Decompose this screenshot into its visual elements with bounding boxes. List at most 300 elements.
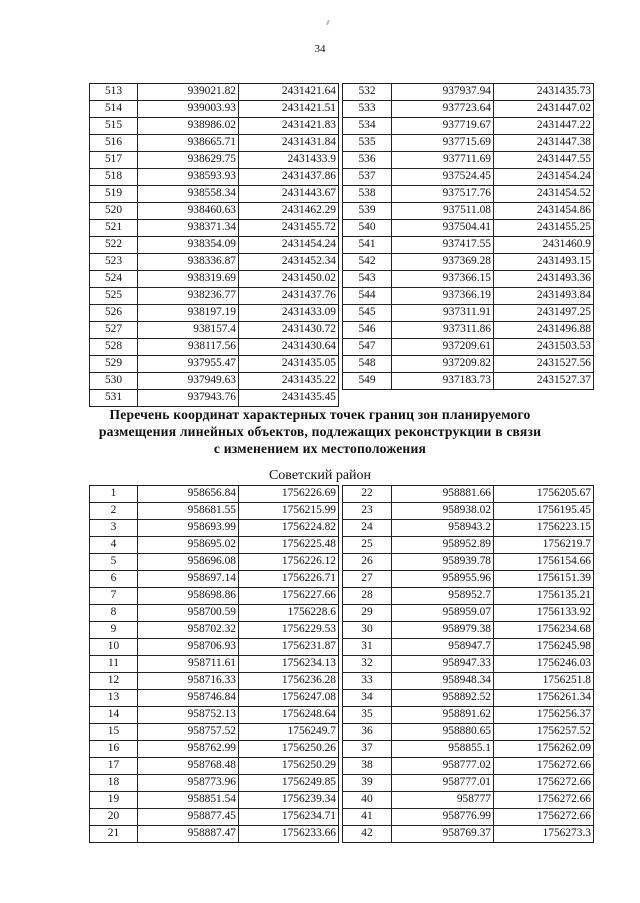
- table-row: [90, 520, 339, 537]
- y-coordinate-cell: 2431454.24: [494, 169, 594, 186]
- x-coordinate-cell: 937366.15: [392, 271, 494, 288]
- table-row: [343, 520, 594, 537]
- x-coordinate-cell: 938371.34: [138, 220, 239, 237]
- table-row: [90, 707, 339, 724]
- table-row: [343, 373, 594, 390]
- point-number-cell: 537: [343, 169, 392, 186]
- point-number-cell: 522: [90, 237, 138, 254]
- point-number-cell: 2: [90, 503, 138, 520]
- x-coordinate-cell: 958752.13: [138, 707, 239, 724]
- y-coordinate-cell: 2431431.84: [239, 135, 339, 152]
- point-number-cell: 14: [90, 707, 138, 724]
- y-coordinate-cell: 1756250.26: [239, 741, 339, 758]
- table-row: [90, 826, 339, 843]
- table-row: [90, 169, 339, 186]
- y-coordinate-cell: 1756261.34: [494, 690, 594, 707]
- table-row: [90, 356, 339, 373]
- point-number-cell: 529: [90, 356, 138, 373]
- table-row: [90, 84, 339, 101]
- point-number-cell: 549: [343, 373, 392, 390]
- point-number-cell: 11: [90, 656, 138, 673]
- y-coordinate-cell: 2431447.02: [494, 101, 594, 118]
- y-coordinate-cell: 1756248.64: [239, 707, 339, 724]
- table-row: [90, 186, 339, 203]
- y-coordinate-cell: 2431447.22: [494, 118, 594, 135]
- y-coordinate-cell: 1756250.29: [239, 758, 339, 775]
- y-coordinate-cell: 2431430.72: [239, 322, 339, 339]
- table-row: [90, 605, 339, 622]
- table-row: [343, 690, 594, 707]
- x-coordinate-cell: 937504.41: [392, 220, 494, 237]
- table-row: [343, 758, 594, 775]
- point-number-cell: 532: [343, 84, 392, 101]
- table-row: [90, 486, 339, 503]
- table-row: [90, 305, 339, 322]
- point-number-cell: 513: [90, 84, 138, 101]
- y-coordinate-cell: 2431455.25: [494, 220, 594, 237]
- point-number-cell: 19: [90, 792, 138, 809]
- point-number-cell: 29: [343, 605, 392, 622]
- y-coordinate-cell: 2431493.84: [494, 288, 594, 305]
- y-coordinate-cell: 1756154.66: [494, 554, 594, 571]
- table-row: [90, 639, 339, 656]
- point-number-cell: 519: [90, 186, 138, 203]
- point-number-cell: 22: [343, 486, 392, 503]
- point-number-cell: 37: [343, 741, 392, 758]
- point-number-cell: 1: [90, 486, 138, 503]
- point-number-cell: 31: [343, 639, 392, 656]
- table-row: [90, 220, 339, 237]
- y-coordinate-cell: 1756225.48: [239, 537, 339, 554]
- y-coordinate-cell: 1756231.87: [239, 639, 339, 656]
- heading-line: с изменением их местоположения: [213, 441, 427, 456]
- x-coordinate-cell: 958695.02: [138, 537, 239, 554]
- point-number-cell: 523: [90, 254, 138, 271]
- x-coordinate-cell: 958892.52: [392, 690, 494, 707]
- x-coordinate-cell: 958777.01: [392, 775, 494, 792]
- x-coordinate-cell: 938460.63: [138, 203, 239, 220]
- y-coordinate-cell: 1756223.15: [494, 520, 594, 537]
- y-coordinate-cell: 1756205.67: [494, 486, 594, 503]
- table-row: [90, 537, 339, 554]
- table-row: [90, 809, 339, 826]
- y-coordinate-cell: 2431450.02: [239, 271, 339, 288]
- y-coordinate-cell: 1756236.28: [239, 673, 339, 690]
- x-coordinate-cell: 958948.34: [392, 673, 494, 690]
- y-coordinate-cell: 1756226.12: [239, 554, 339, 571]
- table-row: [90, 237, 339, 254]
- point-number-cell: 32: [343, 656, 392, 673]
- table-row: [343, 571, 594, 588]
- table-row: [343, 203, 594, 220]
- y-coordinate-cell: 1756219.7: [494, 537, 594, 554]
- point-number-cell: 531: [90, 390, 138, 407]
- y-coordinate-cell: 2431452.34: [239, 254, 339, 271]
- table-row: [343, 237, 594, 254]
- x-coordinate-cell: 937209.82: [392, 356, 494, 373]
- y-coordinate-cell: 1756272.66: [494, 758, 594, 775]
- x-coordinate-cell: 937366.19: [392, 288, 494, 305]
- point-number-cell: 38: [343, 758, 392, 775]
- point-number-cell: 3: [90, 520, 138, 537]
- x-coordinate-cell: 958952.89: [392, 537, 494, 554]
- section-heading: [60, 406, 580, 457]
- x-coordinate-cell: 958959.07: [392, 605, 494, 622]
- table-row: [90, 571, 339, 588]
- point-number-cell: 8: [90, 605, 138, 622]
- x-coordinate-cell: 958693.99: [138, 520, 239, 537]
- point-number-cell: 545: [343, 305, 392, 322]
- x-coordinate-cell: 958887.47: [138, 826, 239, 843]
- point-number-cell: 515: [90, 118, 138, 135]
- y-coordinate-cell: 2431462.29: [239, 203, 339, 220]
- x-coordinate-cell: 958698.86: [138, 588, 239, 605]
- y-coordinate-cell: 2431435.22: [239, 373, 339, 390]
- table-row: [90, 673, 339, 690]
- x-coordinate-cell: 937711.69: [392, 152, 494, 169]
- x-coordinate-cell: 937723.64: [392, 101, 494, 118]
- y-coordinate-cell: 1756133.92: [494, 605, 594, 622]
- point-number-cell: 527: [90, 322, 138, 339]
- x-coordinate-cell: 958776.99: [392, 809, 494, 826]
- point-number-cell: 25: [343, 537, 392, 554]
- x-coordinate-cell: 958947.33: [392, 656, 494, 673]
- y-coordinate-cell: 2431527.37: [494, 373, 594, 390]
- x-coordinate-cell: 938558.34: [138, 186, 239, 203]
- x-coordinate-cell: 958881.66: [392, 486, 494, 503]
- y-coordinate-cell: 2431447.55: [494, 152, 594, 169]
- table-row: [343, 254, 594, 271]
- point-number-cell: 516: [90, 135, 138, 152]
- table-row: [343, 707, 594, 724]
- point-number-cell: 40: [343, 792, 392, 809]
- x-coordinate-cell: 938629.75: [138, 152, 239, 169]
- point-number-cell: 36: [343, 724, 392, 741]
- y-coordinate-cell: 2431455.72: [239, 220, 339, 237]
- table-row: [90, 271, 339, 288]
- y-coordinate-cell: 1756272.66: [494, 809, 594, 826]
- y-coordinate-cell: 1756215.99: [239, 503, 339, 520]
- x-coordinate-cell: 958769.37: [392, 826, 494, 843]
- point-number-cell: 541: [343, 237, 392, 254]
- table-row: [343, 826, 594, 843]
- table-row: [90, 792, 339, 809]
- x-coordinate-cell: 958702.32: [138, 622, 239, 639]
- point-number-cell: 16: [90, 741, 138, 758]
- point-number-cell: 520: [90, 203, 138, 220]
- x-coordinate-cell: 958947.7: [392, 639, 494, 656]
- x-coordinate-cell: 937517.76: [392, 186, 494, 203]
- y-coordinate-cell: 1756234.13: [239, 656, 339, 673]
- x-coordinate-cell: 958939.78: [392, 554, 494, 571]
- y-coordinate-cell: 2431493.15: [494, 254, 594, 271]
- point-number-cell: 5: [90, 554, 138, 571]
- table-row: [343, 305, 594, 322]
- table-row: [343, 271, 594, 288]
- y-coordinate-cell: 1756249.7: [239, 724, 339, 741]
- y-coordinate-cell: 1756245.98: [494, 639, 594, 656]
- point-number-cell: 526: [90, 305, 138, 322]
- table-row: [343, 622, 594, 639]
- coordinates-table-top-left: [89, 83, 339, 407]
- y-coordinate-cell: 2431496.88: [494, 322, 594, 339]
- y-coordinate-cell: 2431421.64: [239, 84, 339, 101]
- table-row: [90, 373, 339, 390]
- y-coordinate-cell: 1756262.09: [494, 741, 594, 758]
- y-coordinate-cell: 1756256.37: [494, 707, 594, 724]
- y-coordinate-cell: 2431527.56: [494, 356, 594, 373]
- point-number-cell: 9: [90, 622, 138, 639]
- y-coordinate-cell: 1756227.66: [239, 588, 339, 605]
- point-number-cell: 542: [343, 254, 392, 271]
- table-row: [343, 135, 594, 152]
- x-coordinate-cell: 938336.87: [138, 254, 239, 271]
- y-coordinate-cell: 1756273.3: [494, 826, 594, 843]
- x-coordinate-cell: 937715.69: [392, 135, 494, 152]
- heading-line: размещения линейных объектов, подлежащих реконструкции в связи: [98, 424, 542, 439]
- point-number-cell: 30: [343, 622, 392, 639]
- point-number-cell: 12: [90, 673, 138, 690]
- point-number-cell: 4: [90, 537, 138, 554]
- point-number-cell: 17: [90, 758, 138, 775]
- x-coordinate-cell: 958938.02: [392, 503, 494, 520]
- table-row: [343, 809, 594, 826]
- y-coordinate-cell: 2431454.52: [494, 186, 594, 203]
- point-number-cell: 544: [343, 288, 392, 305]
- point-number-cell: 7: [90, 588, 138, 605]
- table-row: [343, 605, 594, 622]
- x-coordinate-cell: 958711.61: [138, 656, 239, 673]
- point-number-cell: 538: [343, 186, 392, 203]
- y-coordinate-cell: 2431435.45: [239, 390, 339, 407]
- coordinates-table-bottom-left: [89, 485, 339, 843]
- table-row: [90, 741, 339, 758]
- x-coordinate-cell: 958681.55: [138, 503, 239, 520]
- y-coordinate-cell: 2431443.67: [239, 186, 339, 203]
- y-coordinate-cell: 2431433.09: [239, 305, 339, 322]
- table-row: [343, 220, 594, 237]
- y-coordinate-cell: 1756249.85: [239, 775, 339, 792]
- table-row: [90, 135, 339, 152]
- table-row: [90, 203, 339, 220]
- y-coordinate-cell: 2431430.64: [239, 339, 339, 356]
- x-coordinate-cell: 958880.65: [392, 724, 494, 741]
- point-number-cell: 18: [90, 775, 138, 792]
- y-coordinate-cell: 1756226.69: [239, 486, 339, 503]
- y-coordinate-cell: 1756135.21: [494, 588, 594, 605]
- y-coordinate-cell: 2431421.51: [239, 101, 339, 118]
- y-coordinate-cell: 2431437.76: [239, 288, 339, 305]
- point-number-cell: 534: [343, 118, 392, 135]
- x-coordinate-cell: 958979.38: [392, 622, 494, 639]
- x-coordinate-cell: 958891.62: [392, 707, 494, 724]
- point-number-cell: 517: [90, 152, 138, 169]
- point-number-cell: 533: [343, 101, 392, 118]
- table-row: [343, 588, 594, 605]
- point-number-cell: 26: [343, 554, 392, 571]
- point-number-cell: 540: [343, 220, 392, 237]
- table-row: [343, 792, 594, 809]
- y-coordinate-cell: 1756234.68: [494, 622, 594, 639]
- x-coordinate-cell: 937719.67: [392, 118, 494, 135]
- table-row: [90, 724, 339, 741]
- point-number-cell: 39: [343, 775, 392, 792]
- point-number-cell: 536: [343, 152, 392, 169]
- table-row: [90, 152, 339, 169]
- x-coordinate-cell: 937311.86: [392, 322, 494, 339]
- table-row: [90, 322, 339, 339]
- y-coordinate-cell: 1756247.08: [239, 690, 339, 707]
- point-number-cell: 24: [343, 520, 392, 537]
- table-row: [343, 639, 594, 656]
- x-coordinate-cell: 938197.19: [138, 305, 239, 322]
- table-row: [90, 503, 339, 520]
- y-coordinate-cell: 2431497.25: [494, 305, 594, 322]
- point-number-cell: 20: [90, 809, 138, 826]
- x-coordinate-cell: 937417.55: [392, 237, 494, 254]
- point-number-cell: 521: [90, 220, 138, 237]
- y-coordinate-cell: 1756224.82: [239, 520, 339, 537]
- table-row: [343, 486, 594, 503]
- y-coordinate-cell: 2431460.9: [494, 237, 594, 254]
- y-coordinate-cell: 1756234.71: [239, 809, 339, 826]
- point-number-cell: 13: [90, 690, 138, 707]
- y-coordinate-cell: 1756151.39: [494, 571, 594, 588]
- x-coordinate-cell: 958943.2: [392, 520, 494, 537]
- table-row: [90, 554, 339, 571]
- table-row: [343, 724, 594, 741]
- table-row: [343, 775, 594, 792]
- table-row: [343, 288, 594, 305]
- y-coordinate-cell: 2431435.73: [494, 84, 594, 101]
- x-coordinate-cell: 938354.09: [138, 237, 239, 254]
- point-number-cell: 6: [90, 571, 138, 588]
- table-row: [90, 690, 339, 707]
- x-coordinate-cell: 937311.91: [392, 305, 494, 322]
- y-coordinate-cell: 1756195.45: [494, 503, 594, 520]
- x-coordinate-cell: 958706.93: [138, 639, 239, 656]
- x-coordinate-cell: 958746.84: [138, 690, 239, 707]
- point-number-cell: 530: [90, 373, 138, 390]
- table-row: [90, 101, 339, 118]
- x-coordinate-cell: 939003.93: [138, 101, 239, 118]
- x-coordinate-cell: 958696.08: [138, 554, 239, 571]
- table-row: [343, 101, 594, 118]
- x-coordinate-cell: 938665.71: [138, 135, 239, 152]
- point-number-cell: 23: [343, 503, 392, 520]
- table-row: [90, 390, 339, 407]
- y-coordinate-cell: 1756251.8: [494, 673, 594, 690]
- x-coordinate-cell: 937955.47: [138, 356, 239, 373]
- x-coordinate-cell: 958773.96: [138, 775, 239, 792]
- point-number-cell: 546: [343, 322, 392, 339]
- point-number-cell: 33: [343, 673, 392, 690]
- x-coordinate-cell: 958762.99: [138, 741, 239, 758]
- y-coordinate-cell: 1756228.6: [239, 605, 339, 622]
- point-number-cell: 528: [90, 339, 138, 356]
- y-coordinate-cell: 2431447.38: [494, 135, 594, 152]
- x-coordinate-cell: 958955.96: [392, 571, 494, 588]
- point-number-cell: 535: [343, 135, 392, 152]
- point-number-cell: 15: [90, 724, 138, 741]
- table-row: [90, 775, 339, 792]
- y-coordinate-cell: 2431493.36: [494, 271, 594, 288]
- x-coordinate-cell: 958697.14: [138, 571, 239, 588]
- point-number-cell: 10: [90, 639, 138, 656]
- x-coordinate-cell: 939021.82: [138, 84, 239, 101]
- point-number-cell: 525: [90, 288, 138, 305]
- table-row: [343, 84, 594, 101]
- x-coordinate-cell: 937183.73: [392, 373, 494, 390]
- x-coordinate-cell: 938986.02: [138, 118, 239, 135]
- y-coordinate-cell: 2431433.9: [239, 152, 339, 169]
- point-number-cell: 539: [343, 203, 392, 220]
- coordinates-table-bottom-right: [342, 485, 594, 843]
- x-coordinate-cell: 958777: [392, 792, 494, 809]
- point-number-cell: 35: [343, 707, 392, 724]
- x-coordinate-cell: 938319.69: [138, 271, 239, 288]
- point-number-cell: 34: [343, 690, 392, 707]
- x-coordinate-cell: 958851.54: [138, 792, 239, 809]
- x-coordinate-cell: 958700.59: [138, 605, 239, 622]
- x-coordinate-cell: 938157.4: [138, 322, 239, 339]
- page-number: 34: [314, 43, 326, 55]
- table-row: [90, 656, 339, 673]
- y-coordinate-cell: 1756272.66: [494, 775, 594, 792]
- x-coordinate-cell: 937937.94: [392, 84, 494, 101]
- x-coordinate-cell: 958757.52: [138, 724, 239, 741]
- x-coordinate-cell: 937949.63: [138, 373, 239, 390]
- x-coordinate-cell: 958855.1: [392, 741, 494, 758]
- y-coordinate-cell: 1756229.53: [239, 622, 339, 639]
- x-coordinate-cell: 937524.45: [392, 169, 494, 186]
- x-coordinate-cell: 938236.77: [138, 288, 239, 305]
- y-coordinate-cell: 1756226.71: [239, 571, 339, 588]
- table-row: [90, 288, 339, 305]
- scan-speck: [326, 20, 330, 25]
- table-row: [90, 118, 339, 135]
- x-coordinate-cell: 938593.93: [138, 169, 239, 186]
- x-coordinate-cell: 958716.33: [138, 673, 239, 690]
- x-coordinate-cell: 958656.84: [138, 486, 239, 503]
- table-row: [90, 588, 339, 605]
- x-coordinate-cell: 937209.61: [392, 339, 494, 356]
- point-number-cell: 41: [343, 809, 392, 826]
- table-row: [343, 118, 594, 135]
- table-row: [343, 656, 594, 673]
- y-coordinate-cell: 2431435.05: [239, 356, 339, 373]
- point-number-cell: 543: [343, 271, 392, 288]
- table-row: [343, 741, 594, 758]
- y-coordinate-cell: 2431454.24: [239, 237, 339, 254]
- table-row: [343, 169, 594, 186]
- y-coordinate-cell: 2431437.86: [239, 169, 339, 186]
- point-number-cell: 28: [343, 588, 392, 605]
- y-coordinate-cell: 1756257.52: [494, 724, 594, 741]
- table-row: [343, 152, 594, 169]
- point-number-cell: 518: [90, 169, 138, 186]
- x-coordinate-cell: 958952.7: [392, 588, 494, 605]
- x-coordinate-cell: 937511.08: [392, 203, 494, 220]
- district-title: Советский район: [268, 468, 372, 483]
- point-number-cell: 514: [90, 101, 138, 118]
- point-number-cell: 42: [343, 826, 392, 843]
- point-number-cell: 27: [343, 571, 392, 588]
- table-row: [90, 758, 339, 775]
- point-number-cell: 524: [90, 271, 138, 288]
- x-coordinate-cell: 937943.76: [138, 390, 239, 407]
- y-coordinate-cell: 2431421.83: [239, 118, 339, 135]
